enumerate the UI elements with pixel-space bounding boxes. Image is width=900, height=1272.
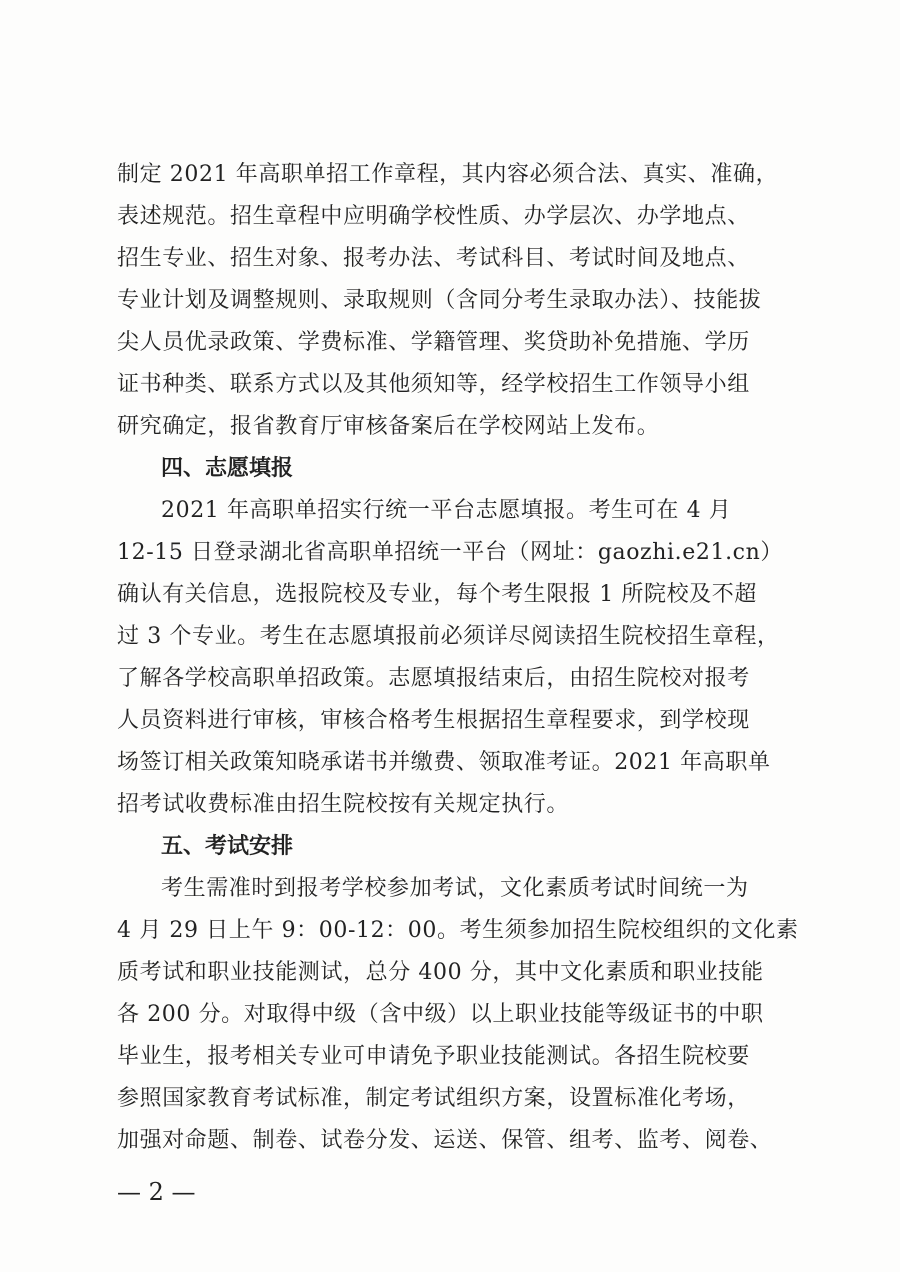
text-line: 了解各学校高职单招政策。志愿填报结束后，由招生院校对报考 [117, 666, 750, 691]
document-body [117, 154, 799, 1162]
text-line: 招考试收费标准由招生院校按有关规定执行。 [117, 792, 570, 817]
text-line: 质考试和职业技能测试，总分 400 分，其中文化素质和职业技能 [117, 960, 764, 985]
text-line: 尖人员优录政策、学费标准、学籍管理、奖贷助补免措施、学历 [117, 330, 750, 355]
text-line: 场签订相关政策知晓承诺书并缴费、领取准考证。2021 年高职单 [117, 750, 771, 775]
text-line: 2021 年高职单招实行统一平台志愿填报。考生可在 4 月 [161, 498, 732, 523]
text-line: 表述规范。招生章程中应明确学校性质、办学层次、办学地点、 [117, 204, 750, 229]
text-line: 证书种类、联系方式以及其他须知等，经学校招生工作领导小组 [117, 372, 750, 397]
paragraph-application [117, 490, 789, 826]
paragraph-admissions-charter [117, 154, 789, 448]
text-line: 4 月 29 日上午 9：00-12：00。考生须参加招生院校组织的文化素 [117, 918, 799, 943]
text-line: 人员资料进行审核，审核合格考生根据招生章程要求，到学校现 [117, 708, 750, 733]
text-line: 制定 2021 年高职单招工作章程，其内容必须合法、真实、准确， [117, 162, 779, 187]
text-line: 招生专业、招生对象、报考办法、考试科目、考试时间及地点、 [117, 246, 750, 271]
text-line: 研究确定，报省教育厅审核备案后在学校网站上发布。 [117, 414, 660, 439]
text-line: 过 3 个专业。考生在志愿填报前必须详尽阅读招生院校招生章程， [117, 624, 780, 649]
paragraph-exam-arrangement [117, 868, 799, 1162]
text-line: 确认有关信息，选报院校及专业，每个考生限报 1 所院校及不超 [117, 582, 757, 607]
section-heading-exam-arrangement: 五、考试安排 [161, 834, 294, 859]
text-line: 考生需准时到报考学校参加考试，文化素质考试时间统一为 [161, 876, 749, 901]
text-line: 毕业生，报考相关专业可申请免予职业技能测试。各招生院校要 [117, 1044, 750, 1069]
text-line: 加强对命题、制卷、试卷分发、运送、保管、组考、监考、阅卷、 [117, 1128, 773, 1153]
page-number: — 2 — [117, 1178, 196, 1206]
section-heading-application: 四、志愿填报 [161, 456, 294, 481]
text-line: 参照国家教育考试标准，制定考试组织方案，设置标准化考场， [117, 1086, 750, 1111]
text-line: 专业计划及调整规则、录取规则（含同分考生录取办法）、技能拔 [117, 288, 762, 313]
text-line: 各 200 分。对取得中级（含中级）以上职业技能等级证书的中职 [117, 1002, 764, 1027]
text-line: 12-15 日登录湖北省高职单招统一平台（网址：gaozhi.e21.cn） [117, 540, 783, 565]
